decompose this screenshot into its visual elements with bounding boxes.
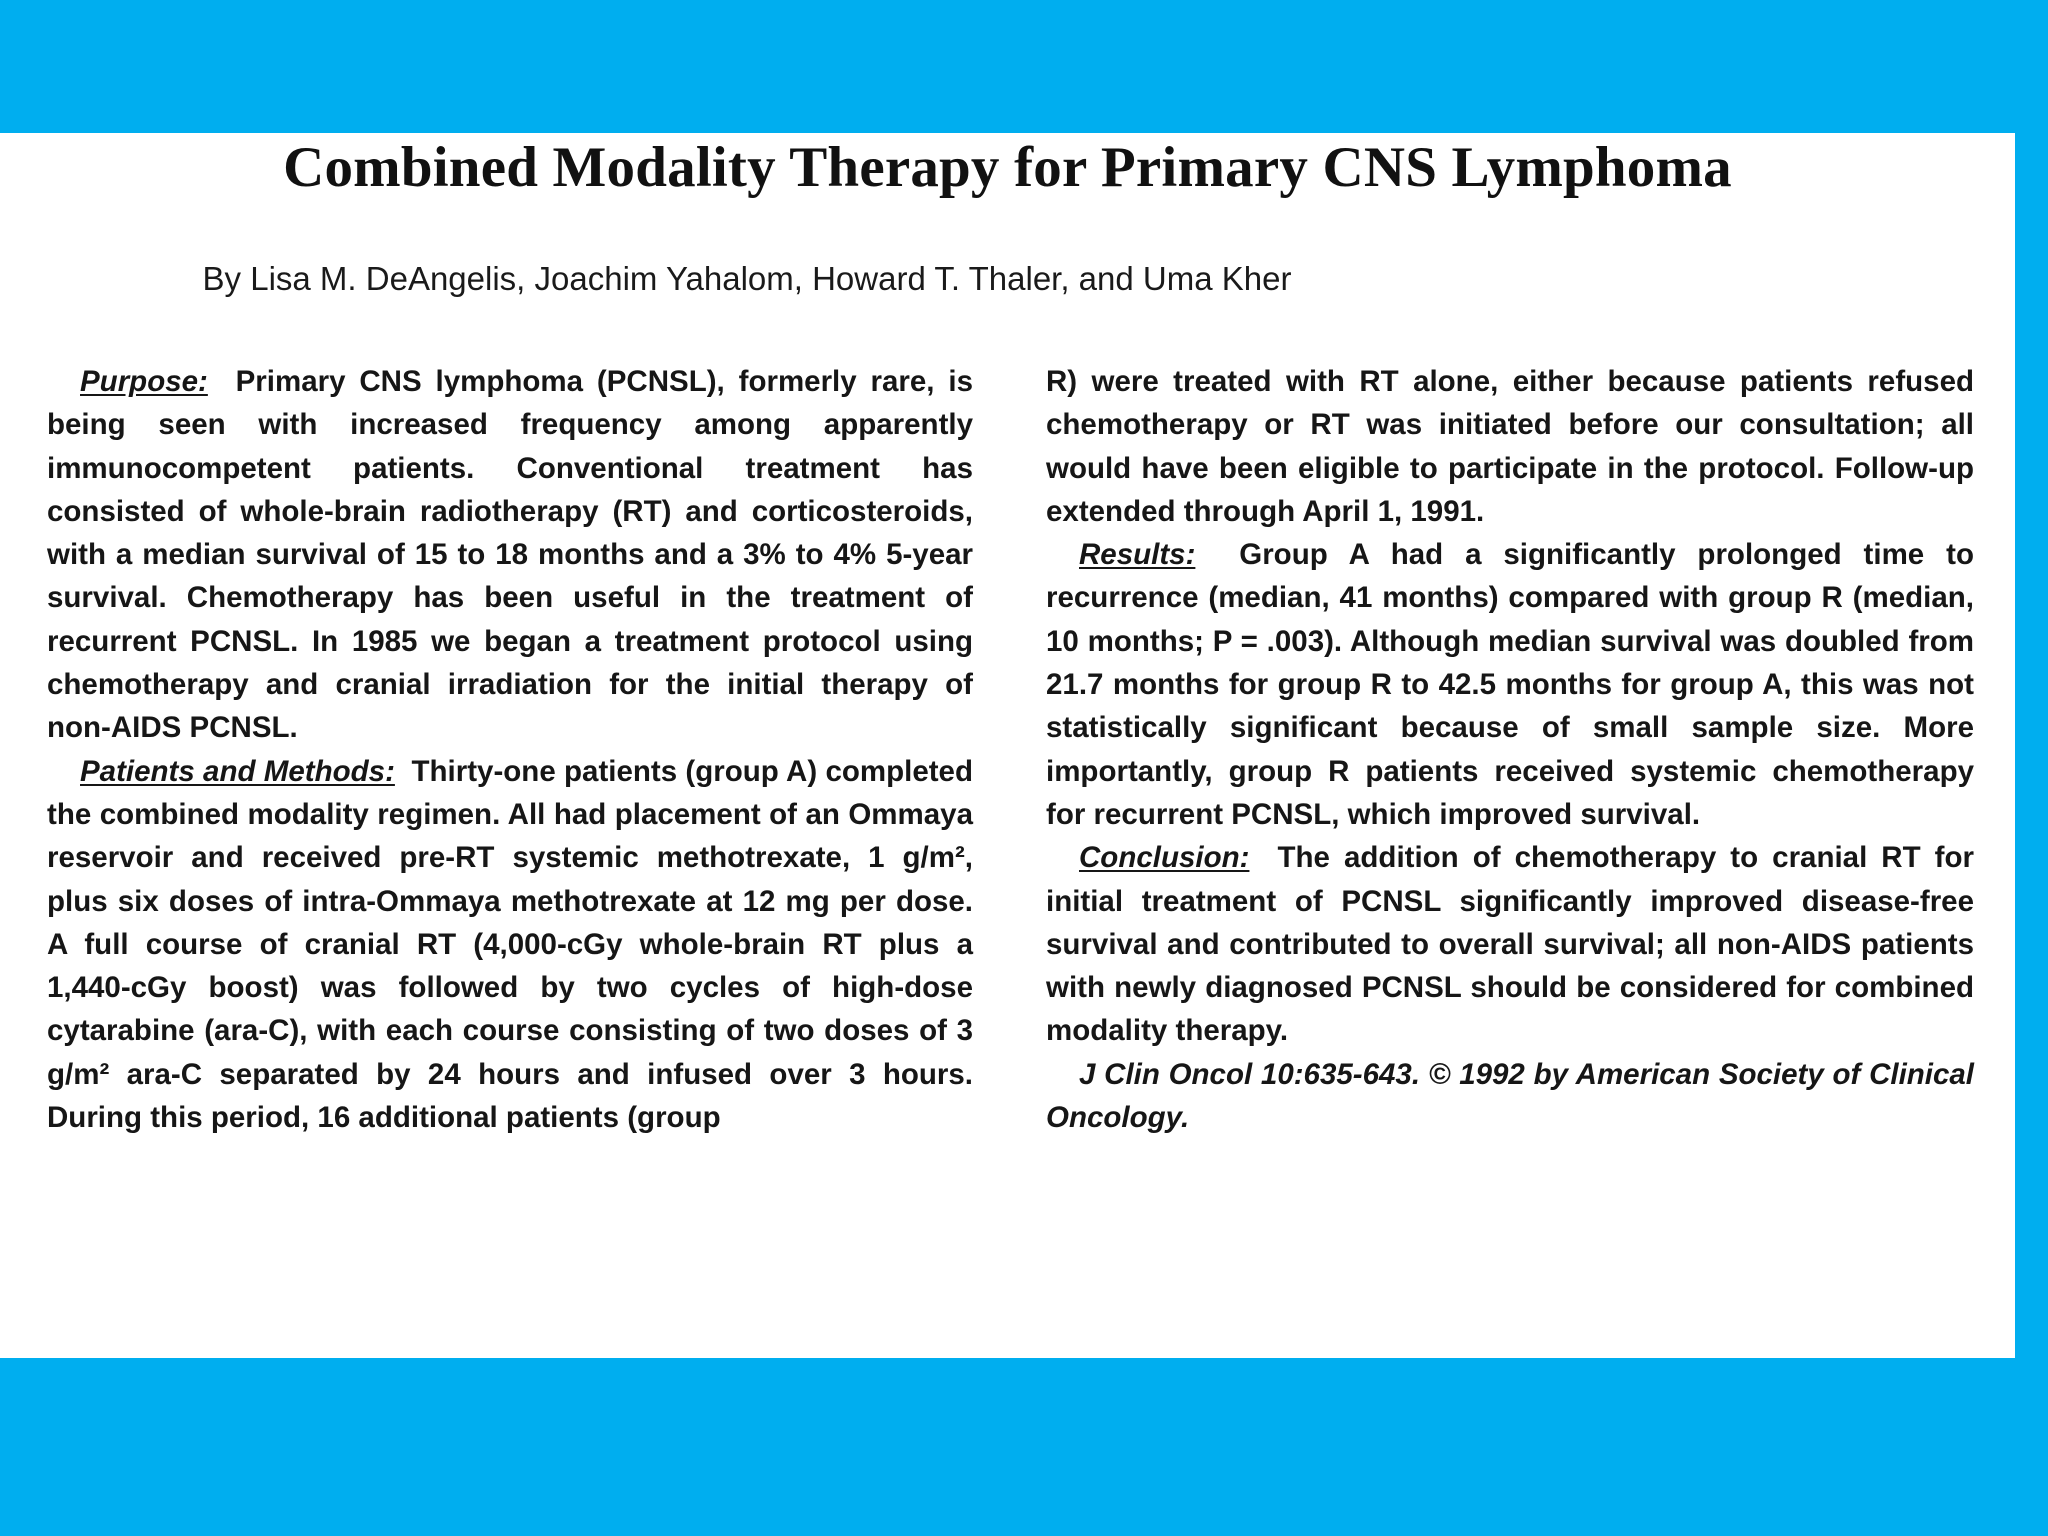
paper-authors: By Lisa M. DeAngelis, Joachim Yahalom, Howard T. Thaler, and Uma Kher: [202, 260, 1292, 297]
results-heading: Results:: [1079, 538, 1196, 572]
conclusion-text: The addition of chemotherapy to cranial RT for initial treatment of PCNSL significantly improved disease-free survival and contributed to overall survival; all non-AIDS patients with newly diagnosed PCNSL should be considered for combined modality therapy.: [1046, 841, 1974, 1048]
methods-paragraph: [47, 750, 973, 1140]
abstract-left-column: [47, 360, 973, 1139]
journal-citation: J Clin Oncol 10:635-643. © 1992 by American Society of Clinical Oncology.: [1046, 1057, 1974, 1135]
methods-text: Thirty-one patients (group A) completed the combined modality regimen. All had placement of an Ommaya reservoir and received pre-RT systemic methotrexate, 1 g/m², plus six doses of intra-Ommaya methotrexate at 12 mg per dose. A full course of cranial RT (4,000-cGy whole-brain RT plus a 1,440-cGy boost) was followed by two cycles of high-dose cytarabine (ara-C), with each course consisting of two doses of 3 g/m² ara-C separated by 24 hours and infused over 3 hours. During this period, 16 additional patients (group: [47, 754, 973, 1135]
results-text: Group A had a significantly prolonged time to recurrence (median, 41 months) compared with group R (median, 10 months; P = .003). Although median survival was doubled from 21.7 months for group R to 42.5 months for group A, this was not statistically significant because of small sample size. More importantly, group R patients received systemic chemotherapy for recurrent PCNSL, which improved survival.: [1046, 538, 1974, 831]
abstract-right-column: [1046, 360, 1974, 1139]
methods-text-continued: R) were treated with RT alone, either because patients refused chemotherapy or RT was initiated before our consultation; all would have been eligible to participate in the protocol. Follow-up extended through April 1, 1991.: [1046, 365, 1974, 528]
results-paragraph: [1046, 533, 1974, 836]
conclusion-heading: Conclusion:: [1079, 841, 1250, 875]
purpose-text: Primary CNS lymphoma (PCNSL), formerly rare, is being seen with increased frequency among apparently immunocompetent patients. Conventional treatment has consisted of whole-brain radiotherapy (RT) and corticosteroids, with a median survival of 15 to 18 months and a 3% to 4% 5-year survival. Chemotherapy has been useful in the treatment of recurrent PCNSL. In 1985 we began a treatment protocol using chemotherapy and cranial irradiation for the initial therapy of non-AIDS PCNSL.: [47, 365, 973, 745]
paper-page: [0, 133, 2015, 1358]
paper-title: Combined Modality Therapy for Primary CNS Lymphoma: [283, 136, 1732, 199]
purpose-paragraph: [47, 360, 973, 750]
purpose-heading: Purpose:: [80, 365, 208, 398]
methods-paragraph-continued: [1046, 360, 1974, 533]
conclusion-paragraph: [1046, 836, 1974, 1052]
methods-heading: Patients and Methods:: [80, 754, 395, 788]
